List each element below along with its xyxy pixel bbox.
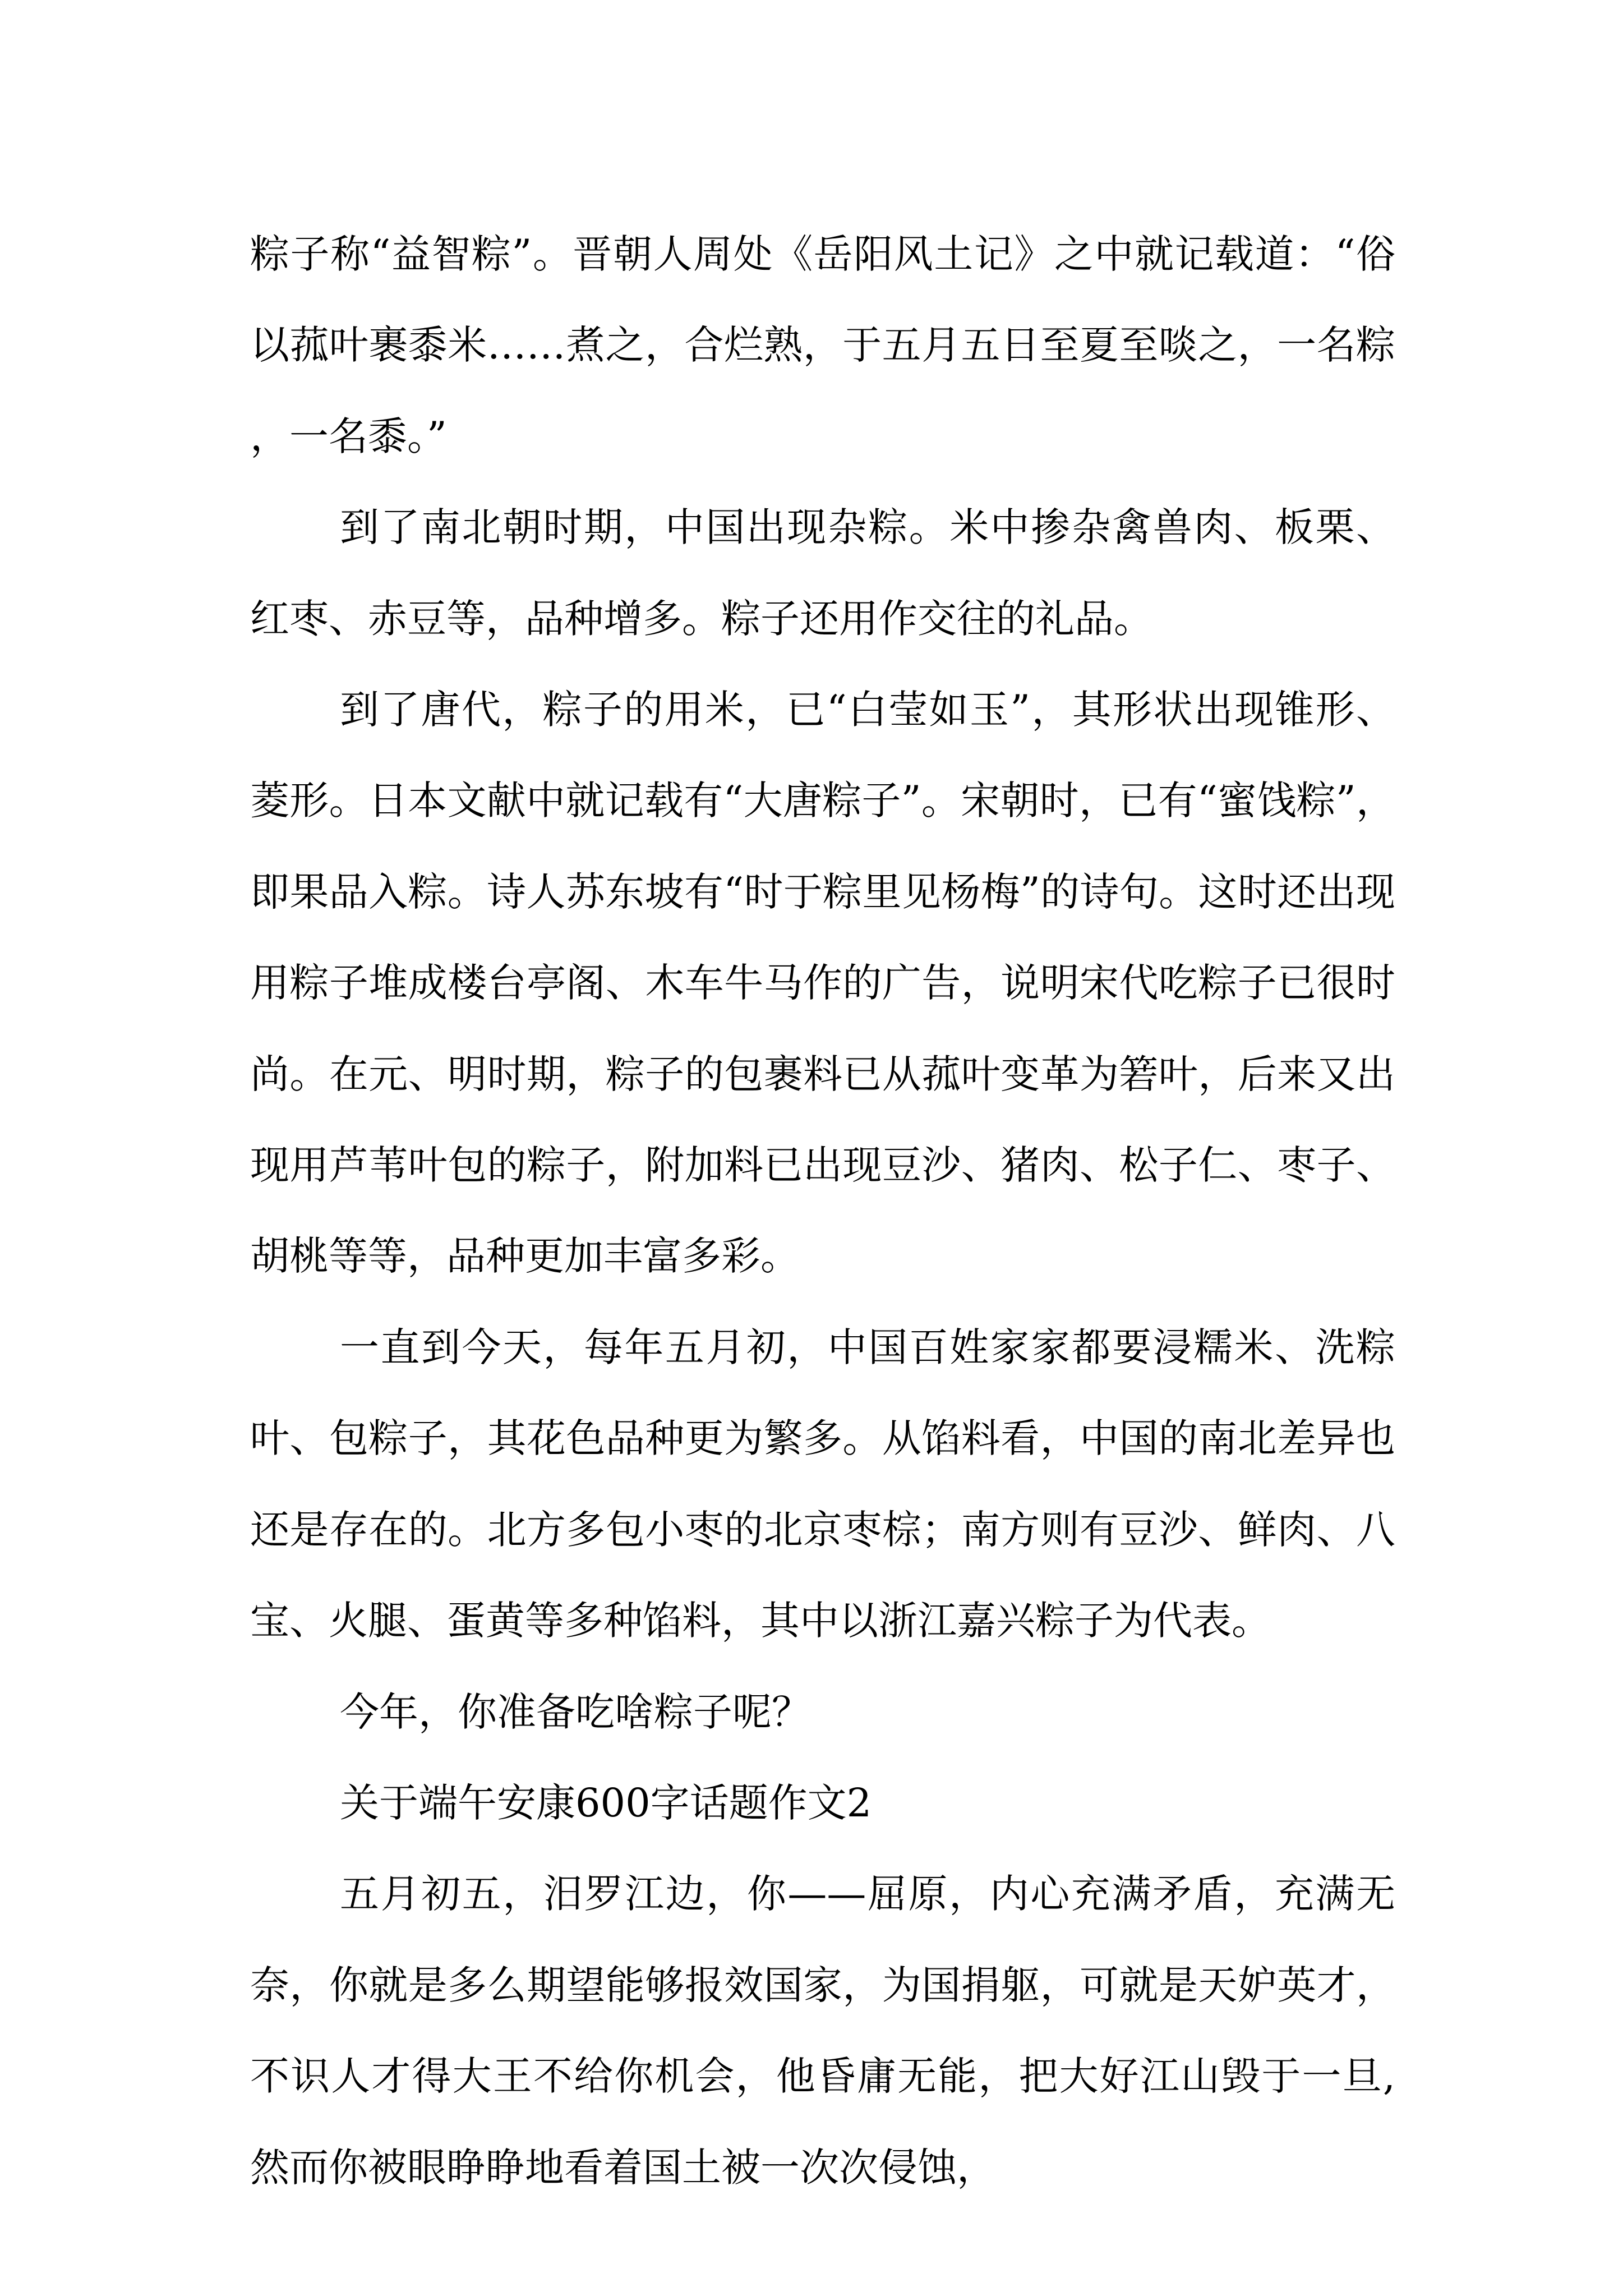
- paragraph-1: 粽子称“益智粽”。晋朝人周处《岳阳风土记》之中就记载道：“俗以菰叶裹黍米……煮之，合烂熟，于五月五日至夏至啖之，一名粽，一名黍。”: [250, 231, 1395, 459]
- section-heading: 关于端午安康600字话题作文2: [340, 1779, 872, 1826]
- paragraph-3: 到了唐代，粽子的用米，已“白莹如玉”，其形状出现锥形、菱形。日本文献中就记载有“大唐粽子”。宋朝时，已有“蜜饯粽”，即果品入粽。诗人苏东坡有“时于粽里见杨梅”的诗句。这时还出现用粽子堆成楼台亭阁、木车牛马作的广告，说明宋代吃粽子已很时尚。在元、明时期，粽子的包裹料已从菰叶变革为箬叶，后来又出现用芦苇叶包的粽子，附加料已出现豆沙、猪肉、松子仁、枣子、胡桃等等，品种更加丰富多彩。: [250, 687, 1395, 1280]
- paragraph-4: 一直到今天，每年五月初，中国百姓家家都要浸糯米、洗粽叶、包粽子，其花色品种更为繁多。从馅料看，中国的南北差异也还是存在的。北方多包小枣的北京枣棕；南方则有豆沙、鲜肉、八宝、火腿、蛋黄等多种馅料，其中以浙江嘉兴粽子为代表。: [250, 1324, 1395, 1644]
- paragraph-2: 到了南北朝时期，中国出现杂粽。米中掺杂禽兽肉、板栗、红枣、赤豆等，品种增多。粽子还用作交往的礼品。: [250, 504, 1395, 642]
- paragraph-7: 五月初五，汨罗江边，你——屈原，内心充满矛盾，充满无奈，你就是多么期望能够报效国家，为国捐躯，可就是天妒英才，不识人才得大王不给你机会，他昏庸无能，把大好江山毁于一旦,然而你被眼睁睁地看着国土被一次次侵蚀，: [250, 1871, 1395, 2191]
- document-body: [250, 209, 1395, 2213]
- paragraph-5: 今年，你准备吃啥粽子呢？: [340, 1688, 811, 1735]
